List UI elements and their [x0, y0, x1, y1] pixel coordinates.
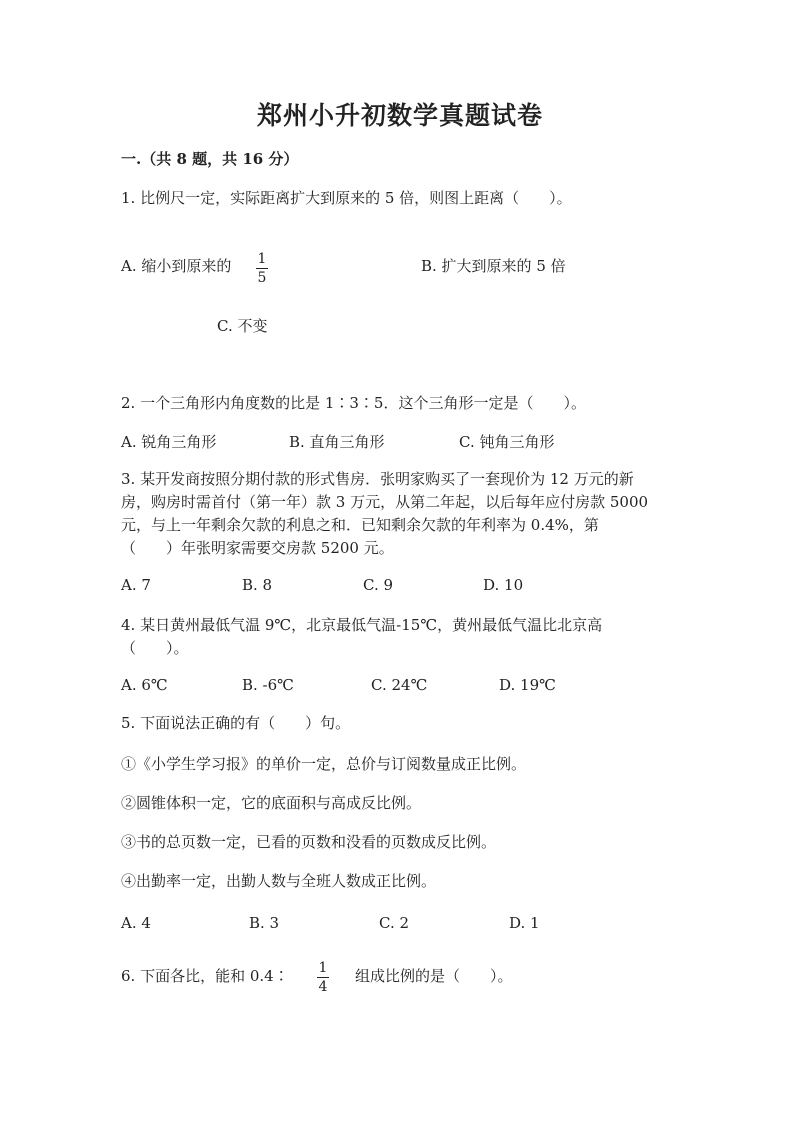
question-2-option-a: A. 锐角三角形: [121, 433, 217, 451]
question-5-statement-3: ③书的总页数一定，已看的页数和没看的页数成反比例。: [121, 833, 497, 851]
question-3-option-d: D. 10: [483, 576, 524, 594]
page-title: 郑州小升初数学真题试卷: [256, 101, 543, 130]
question-2-option-c: C. 钝角三角形: [459, 433, 555, 451]
question-1-option-b: B. 扩大到原来的 5 倍: [421, 257, 566, 275]
question-5-statement-4: ④出勤率一定，出勤人数与全班人数成正比例。: [121, 872, 437, 890]
question-3-option-c: C. 9: [363, 576, 394, 594]
fraction-denominator: 4: [318, 979, 328, 995]
question-5-statement-1: ①《小学生学习报》的单价一定，总价与订阅数量成正比例。: [121, 755, 527, 773]
question-3-line-3: 元，与上一年剩余欠款的利息之和．已知剩余欠款的年利率为 0.4%，第: [121, 516, 599, 534]
question-5-option-a: A. 4: [121, 914, 151, 932]
question-4-line-2: （ ）。: [121, 639, 189, 657]
question-5-option-c: C. 2: [379, 914, 410, 932]
section-heading: 一.（共 8 题，共 16 分）: [121, 150, 299, 168]
question-3-option-a: A. 7: [121, 576, 151, 594]
question-4-line-1: 4. 某日黄州最低气温 9℃，北京最低气温-15℃，黄州最低气温比北京高: [121, 616, 603, 634]
fraction-numerator: 1: [318, 960, 328, 976]
question-3-line-2: 房，购房时需首付（第一年）款 3 万元，从第二年起，以后每年应付房款 5000: [121, 493, 649, 511]
question-1-option-a-fraction: [256, 251, 268, 286]
question-5-option-b: B. 3: [249, 914, 280, 932]
question-4-option-a: A. 6℃: [121, 676, 168, 694]
question-3-option-b: B. 8: [242, 576, 273, 594]
fraction-bar: [317, 977, 329, 978]
question-5-statement-2: ②圆锥体积一定，它的底面积与高成反比例。: [121, 794, 422, 812]
question-6-stem-start: 6. 下面各比，能和 0.4∶: [121, 967, 289, 985]
question-5-option-d: D. 1: [509, 914, 540, 932]
question-3-line-4: （ ）年张明家需要交房款 5200 元。: [121, 539, 394, 557]
question-4-option-c: C. 24℃: [371, 676, 428, 694]
fraction-bar: [256, 268, 268, 269]
question-6-fraction: [317, 960, 329, 995]
question-4-option-d: D. 19℃: [499, 676, 556, 694]
question-2-stem: 2. 一个三角形内角度数的比是 1∶3∶5．这个三角形一定是（ ）。: [121, 394, 586, 412]
question-5-stem: 5. 下面说法正确的有（ ）句。: [121, 714, 351, 732]
fraction-denominator: 5: [257, 270, 267, 286]
question-1-option-a: A. 缩小到原来的: [121, 257, 232, 275]
question-6-stem-end: 组成比例的是（ ）。: [355, 967, 513, 985]
fraction-numerator: 1: [257, 251, 267, 267]
question-1-stem: 1. 比例尺一定，实际距离扩大到原来的 5 倍，则图上距离（ ）。: [121, 189, 572, 207]
question-4-option-b: B. -6℃: [242, 676, 294, 694]
question-1-option-c: C. 不变: [217, 317, 268, 335]
question-3-line-1: 3. 某开发商按照分期付款的形式售房．张明家购买了一套现价为 12 万元的新: [121, 470, 634, 488]
question-2-option-b: B. 直角三角形: [289, 433, 385, 451]
